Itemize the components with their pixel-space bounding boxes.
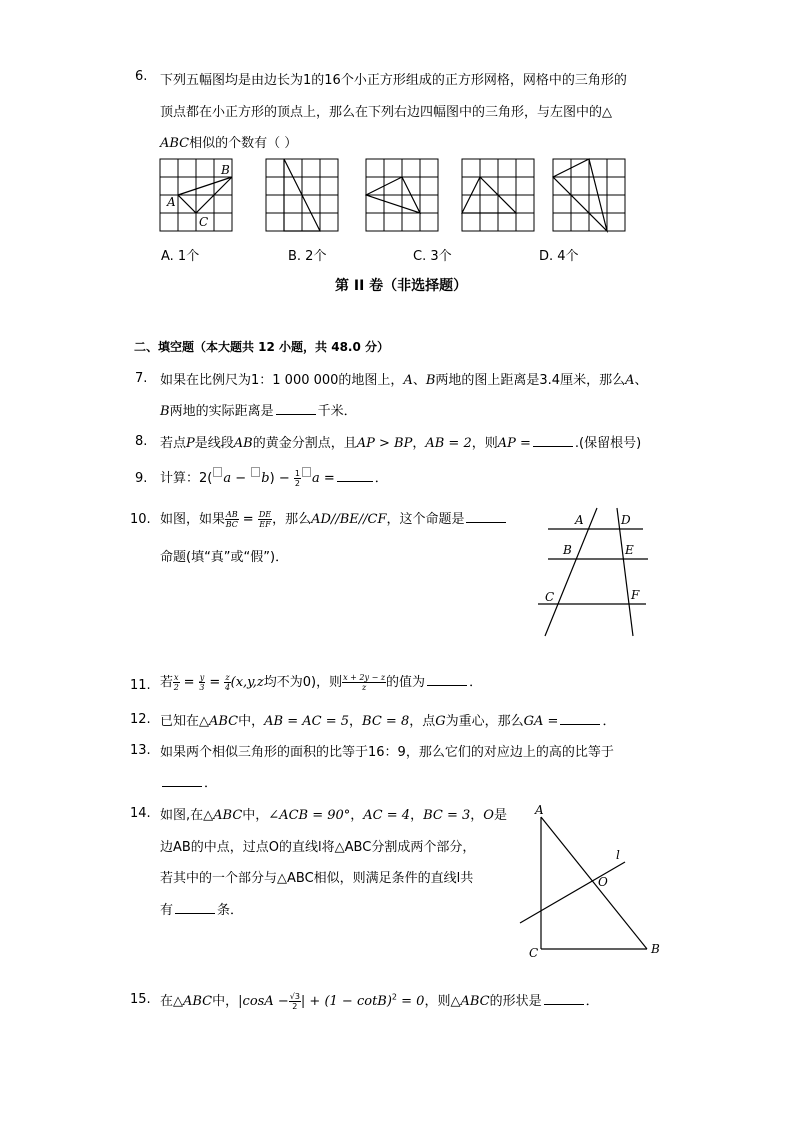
- q8-pre: 若点: [160, 436, 187, 451]
- q14-label-b: B: [651, 942, 660, 956]
- q15-answer-blank[interactable]: [544, 992, 584, 1005]
- q15-abc: ABC: [183, 994, 213, 1009]
- q10-line1: [160, 508, 508, 529]
- q11-answer-blank[interactable]: [427, 673, 467, 686]
- q11-fx-top: x: [174, 673, 179, 682]
- q11-end: 的值为: [386, 675, 426, 690]
- q9-fraction: [294, 469, 301, 488]
- q15-end: 的形状是: [489, 994, 542, 1009]
- q11-cond: (x,y,z: [230, 675, 264, 690]
- q8-end: .(保留根号): [574, 436, 642, 451]
- q6-fig-label-c: C: [199, 215, 209, 229]
- q12-abc: ABC: [209, 714, 239, 729]
- q8-ap: AP =: [497, 436, 531, 451]
- q6-line2: [160, 101, 612, 120]
- q14-label-o: O: [598, 875, 608, 889]
- q10-frac2: [258, 510, 272, 529]
- q12-text3: ，点: [409, 714, 436, 729]
- q8-line: [160, 432, 641, 451]
- q12-cond: AB = AC = 5: [264, 714, 350, 729]
- q10-f2-top: DE: [258, 510, 272, 519]
- q6-number: 6.: [135, 69, 148, 84]
- q12-end: ．: [602, 714, 616, 729]
- q8-ab: AB: [233, 436, 253, 451]
- q11-fx-bot: 2: [173, 683, 179, 692]
- q14-label-c: C: [529, 946, 539, 960]
- q15-pre: 在△: [160, 994, 183, 1009]
- q15-number: 15.: [130, 992, 151, 1007]
- q15-line: [160, 990, 599, 1011]
- q14-cond2: AC = 4: [363, 808, 411, 823]
- q14-number: 14.: [130, 806, 151, 821]
- q9-frac-top: 1: [294, 469, 300, 478]
- q15-frac: [289, 992, 301, 1011]
- q8-answer-blank[interactable]: [533, 434, 573, 447]
- q12-line: [160, 710, 615, 729]
- q11-pre: 若: [160, 675, 174, 690]
- q15-end2: ．: [585, 994, 599, 1009]
- q6-line3-rest: 相似的个数有（ ）: [189, 136, 298, 151]
- q12-number: 12.: [130, 712, 151, 727]
- q14-l4-end: 条．: [217, 903, 244, 918]
- q7-var-a: A: [403, 373, 413, 388]
- q6-option-a[interactable]: A. 1个: [161, 249, 200, 264]
- q9-number: 9.: [135, 471, 148, 486]
- q14-l4-pre: 有: [160, 903, 174, 918]
- q14-answer-blank[interactable]: [175, 901, 215, 914]
- q9-minus2: −: [274, 471, 294, 486]
- q13-line2: [160, 772, 217, 791]
- q9-vector-box2: [251, 467, 260, 477]
- q6-fig-option-c: [461, 158, 537, 234]
- q10-eq: =: [238, 512, 258, 527]
- q8-mid3: ，则: [471, 436, 498, 451]
- q10-frac1: [225, 510, 239, 529]
- q14-line3: 若其中的一个部分与△ABC相似，则满足条件的直线l共: [160, 871, 474, 886]
- q8-mid: 是线段: [194, 436, 234, 451]
- q7-text3: 两地的实际距离是: [169, 404, 274, 419]
- q14-figure: [515, 800, 665, 965]
- q14-line2: 边AB的中点，过点O的直线l将△ABC分割成两个部分，: [160, 840, 476, 855]
- q9-vector-box3: [302, 467, 311, 477]
- q10-label-a: A: [575, 513, 584, 527]
- q10-label-b: B: [563, 543, 572, 557]
- q14-label-l: l: [616, 848, 620, 862]
- q10-pre: 如图，如果: [160, 512, 226, 527]
- q7-text1: 如果在比例尺为1：1 000 000的地图上，: [160, 373, 404, 388]
- q15-expr2: | + (1 − cotB): [300, 994, 392, 1009]
- q6-option-b[interactable]: B. 2个: [288, 249, 327, 264]
- q13-end: ．: [204, 776, 218, 791]
- q9-vector-box: [213, 467, 222, 477]
- q15-expr3: = 0: [397, 994, 425, 1009]
- q9-line: [160, 467, 388, 488]
- q7-line2: [160, 400, 357, 419]
- q12-cond2: BC = 8: [362, 714, 410, 729]
- q11-f-bot: z: [361, 683, 367, 692]
- q6-option-c[interactable]: C. 3个: [413, 249, 452, 264]
- q9-minus: −: [231, 471, 251, 486]
- q9-a: a: [223, 471, 232, 486]
- q6-fig-label-b: B: [221, 163, 230, 177]
- q11-f-top: x + 2y − z: [343, 673, 386, 682]
- q8-number: 8.: [135, 434, 148, 449]
- q6-abc: ABC: [160, 136, 190, 151]
- q10-answer-blank[interactable]: [466, 510, 506, 523]
- q12-answer-blank[interactable]: [560, 712, 600, 725]
- q7-var-a2: A: [625, 373, 635, 388]
- q15-frac-bot: 2: [292, 1002, 298, 1011]
- q14-pre: 如图,在△: [160, 808, 214, 823]
- q13-number: 13.: [130, 743, 151, 758]
- q15-mid2: ，则△: [424, 994, 461, 1009]
- q7-text2: 两地的图上距离是3.4厘米，那么: [435, 373, 626, 388]
- q15-frac-top: √3: [289, 992, 300, 1001]
- q7-sep: 、: [412, 373, 426, 388]
- section2-heading: 二、填空题（本大题共 12 小题，共 48.0 分）: [134, 340, 390, 354]
- q12-text4: 为重心，那么: [445, 714, 524, 729]
- q7-line1: [160, 369, 648, 388]
- q11-fy-top: y: [199, 673, 205, 682]
- q9-answer-blank[interactable]: [337, 469, 373, 482]
- q14-end: 是: [493, 808, 507, 823]
- q10-figure: [535, 505, 650, 640]
- q9-close: ): [269, 471, 275, 486]
- q10-f1-bot: BC: [225, 520, 238, 529]
- q14-o: O: [483, 808, 494, 823]
- q6-line2-tail: △: [602, 105, 613, 120]
- q7-end1: 、: [634, 373, 648, 388]
- q11-fy: [199, 673, 206, 692]
- q14-sep: ，: [350, 808, 364, 823]
- q8-cond2: AB = 2: [425, 436, 472, 451]
- q14-sep2: ，: [410, 808, 424, 823]
- q7-var-b: B: [425, 373, 436, 388]
- q14-line4: [160, 899, 243, 918]
- q10-f2-bot: EF: [259, 520, 271, 529]
- q11-number: 11.: [130, 678, 151, 693]
- q10-rel: AD//BE//CF: [311, 512, 387, 527]
- q6-line2-text: 顶点都在小正方形的顶点上，那么在下列右边四幅图中的三角形，与左图中的: [160, 105, 603, 120]
- q12-text1: 已知在△: [160, 714, 209, 729]
- q12-text2: 中，: [238, 714, 265, 729]
- q7-var-b2: B: [160, 404, 170, 419]
- q14-cond: ∠ACB = 90°: [268, 808, 351, 823]
- q10-label-d: D: [621, 513, 631, 527]
- q13-line1: 如果两个相似三角形的面积的比等于16：9，那么它们的对应边上的高的比等于: [160, 745, 614, 760]
- q9-b: b: [261, 471, 270, 486]
- q6-line3: [160, 132, 297, 151]
- q11-fz-top: z: [225, 673, 230, 682]
- q13-answer-blank[interactable]: [162, 774, 202, 787]
- q15-mid: 中，: [212, 994, 239, 1009]
- q10-end: ，这个命题是: [386, 512, 465, 527]
- q14-sep3: ，: [470, 808, 484, 823]
- q10-label-e: E: [625, 543, 634, 557]
- q11-line: 若 $\frac{x}{2}$ = $\frac{y}{3}$ = $\frac{z}{4}$ (x,y,z均不为0)，则 $\frac{x + 2y - z}{z}$ 的值为 ．: [160, 673, 483, 692]
- q8-cond: AP > BP: [356, 436, 413, 451]
- q11-cond-rest: 均不为0): [263, 675, 317, 690]
- q12-ga: GA =: [523, 714, 559, 729]
- q7-end: 千米．: [317, 404, 357, 419]
- q9-a2: a: [311, 471, 320, 486]
- q10-number: 10.: [130, 512, 151, 527]
- q7-answer-blank[interactable]: [276, 402, 316, 415]
- q6-fig-option-b: [365, 158, 441, 234]
- q14-label-a: A: [535, 803, 544, 817]
- q9-end: ．: [374, 471, 388, 486]
- q11-end2: ．: [469, 675, 483, 690]
- q8-p: P: [186, 436, 195, 451]
- q9-eq: =: [319, 471, 335, 486]
- q11-fx: [173, 673, 180, 692]
- q12-sep: ，: [349, 714, 363, 729]
- q10-line2: 命题(填“真”或“假”)．: [160, 550, 289, 565]
- q6-fig-option-a: [265, 158, 341, 234]
- q6-line1: 下列五幅图均是由边长为1的16个小正方形组成的正方形网格，网格中的三角形的: [160, 73, 627, 88]
- q11-fy-bot: 3: [199, 683, 205, 692]
- q11-fz-bot: 4: [224, 683, 231, 692]
- q7-number: 7.: [135, 371, 148, 386]
- q6-option-d[interactable]: D. 4个: [539, 249, 579, 264]
- q6-fig-option-d: [552, 158, 628, 234]
- q14-cond3: BC = 3: [423, 808, 471, 823]
- q12-g: G: [435, 714, 446, 729]
- q15-abc2: ABC: [460, 994, 490, 1009]
- q14-mid: 中，: [242, 808, 269, 823]
- q8-comma: ，: [412, 436, 426, 451]
- q14-abc: ABC: [213, 808, 243, 823]
- q15-sup: 2: [391, 992, 398, 1002]
- q10-f1-top: AB: [226, 510, 238, 519]
- q15-expr1: |cosA −: [238, 994, 289, 1009]
- q9-pre: 计算：2(: [160, 471, 213, 486]
- q6-fig-original: [159, 158, 235, 234]
- q10-label-f: F: [631, 588, 640, 602]
- q10-label-c: C: [545, 590, 555, 604]
- q8-mid2: 的黄金分割点，且: [252, 436, 357, 451]
- q6-fig-label-a: A: [167, 195, 176, 209]
- q14-line1: [160, 804, 507, 823]
- part2-title: 第 II 卷（非选择题）: [335, 278, 468, 294]
- q11-f: [342, 673, 386, 692]
- q11-mid: ，则: [316, 675, 343, 690]
- q10-mid: ，那么: [272, 512, 312, 527]
- q9-frac-bot: 2: [294, 479, 300, 488]
